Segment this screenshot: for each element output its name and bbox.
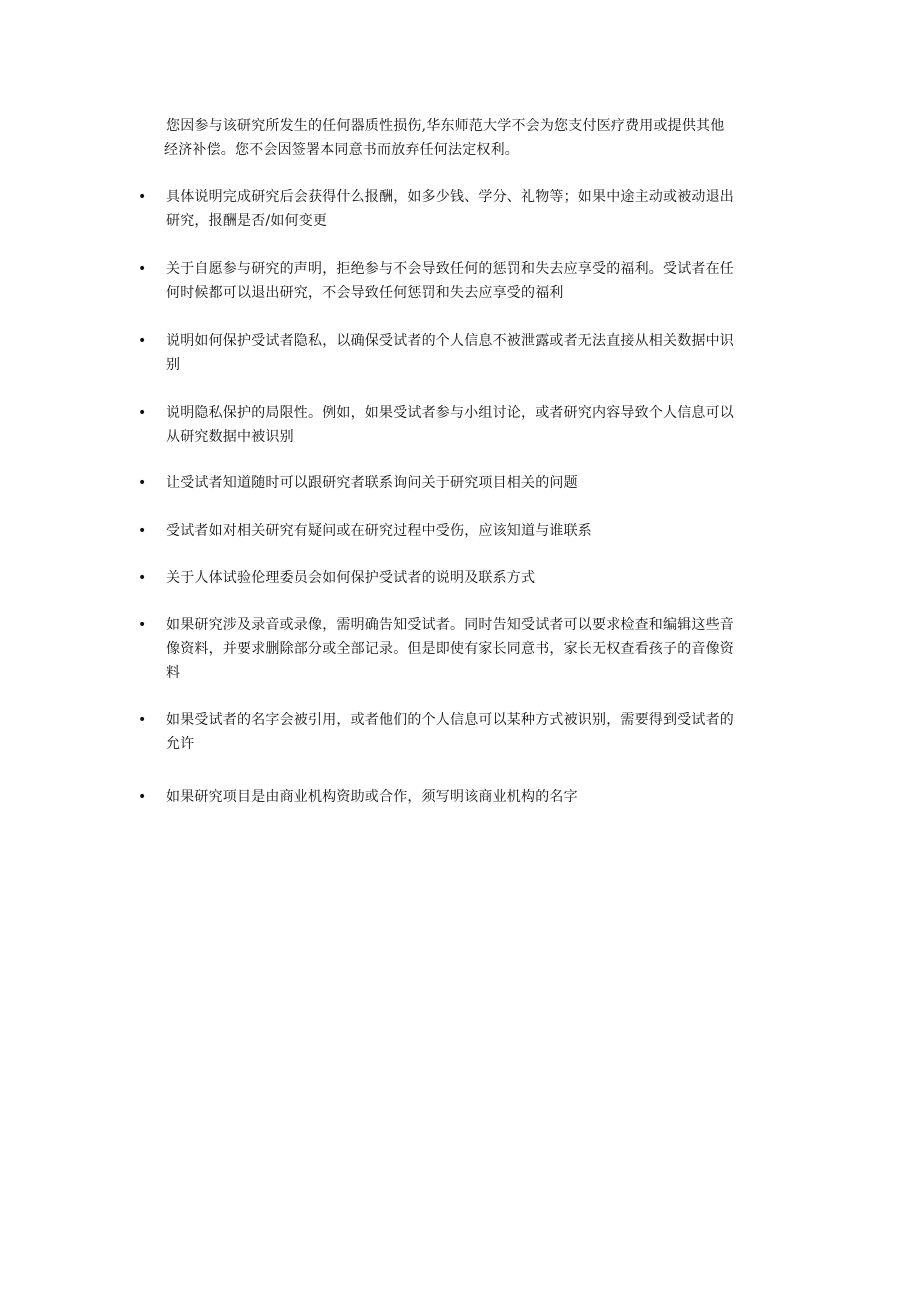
bullet-icon: • xyxy=(138,617,147,633)
list-item-line: 允许 xyxy=(166,736,195,752)
bullet-icon: • xyxy=(138,405,147,421)
list-item-line: 料 xyxy=(166,665,181,681)
list-item-line: 说明隐私保护的局限性。例如，如果受试者参与小组讨论，或者研究内容导致个人信息可以 xyxy=(166,405,734,421)
list-item-text xyxy=(166,708,788,756)
list-item-text xyxy=(166,566,788,590)
list-item-line: 从研究数据中被识别 xyxy=(166,429,294,445)
list-item-text xyxy=(166,613,788,685)
list-item-line: 像资料，并要求删除部分或全部记录。但是即使有家长同意书，家长无权查看孩子的音像资 xyxy=(166,641,734,657)
bullet-icon: • xyxy=(138,523,147,539)
intro-paragraph xyxy=(166,114,786,162)
list-item-text xyxy=(166,785,788,809)
list-item-line: 受试者如对相关研究有疑问或在研究过程中受伤，应该知道与谁联系 xyxy=(166,523,592,539)
list-item-line: 具体说明完成研究后会获得什么报酬，如多少钱、学分、礼物等；如果中途主动或被动退出 xyxy=(166,189,734,205)
list-item-line: 何时候都可以退出研究，不会导致任何惩罚和失去应享受的福利 xyxy=(166,285,564,301)
list-item-line: 关于自愿参与研究的声明，拒绝参与不会导致任何的惩罚和失去应享受的福利。受试者在任 xyxy=(166,261,734,277)
list-item-text xyxy=(166,257,788,305)
list-item-line: 关于人体试验伦理委员会如何保护受试者的说明及联系方式 xyxy=(166,570,536,586)
list-item-line: 如果研究涉及录音或录像，需明确告知受试者。同时告知受试者可以要求检查和编辑这些音 xyxy=(166,617,734,633)
list-item-line: 如果受试者的名字会被引用，或者他们的个人信息可以某种方式被识别，需要得到受试者的 xyxy=(166,712,734,728)
list-item-text xyxy=(166,401,788,449)
list-item-text xyxy=(166,471,788,495)
bullet-icon: • xyxy=(138,570,147,586)
list-item-text xyxy=(166,185,788,233)
bullet-icon: • xyxy=(138,712,147,728)
list-item-line: 说明如何保护受试者隐私，以确保受试者的个人信息不被泄露或者无法直接从相关数据中识 xyxy=(166,333,734,349)
bullet-icon: • xyxy=(138,333,147,349)
list-item-line: 让受试者知道随时可以跟研究者联系询问关于研究项目相关的问题 xyxy=(166,475,578,491)
bullet-icon: • xyxy=(138,475,147,491)
list-item-text xyxy=(166,519,788,543)
intro-line-2: 经济补偿。您不会因签署本同意书而放弃任何法定权利。 xyxy=(164,142,519,158)
bullet-icon: • xyxy=(138,789,147,805)
list-item-text xyxy=(166,329,788,377)
list-item-line: 研究，报酬是否/如何变更 xyxy=(166,213,328,229)
list-item-line: 别 xyxy=(166,357,181,373)
bullet-icon: • xyxy=(138,189,147,205)
list-item-line: 如果研究项目是由商业机构资助或合作，须写明该商业机构的名字 xyxy=(166,789,578,805)
bullet-icon: • xyxy=(138,261,147,277)
intro-line-1: 您因参与该研究所发生的任何器质性损伤,华东师范大学不会为您支付医疗费用或提供其他 xyxy=(166,118,725,134)
